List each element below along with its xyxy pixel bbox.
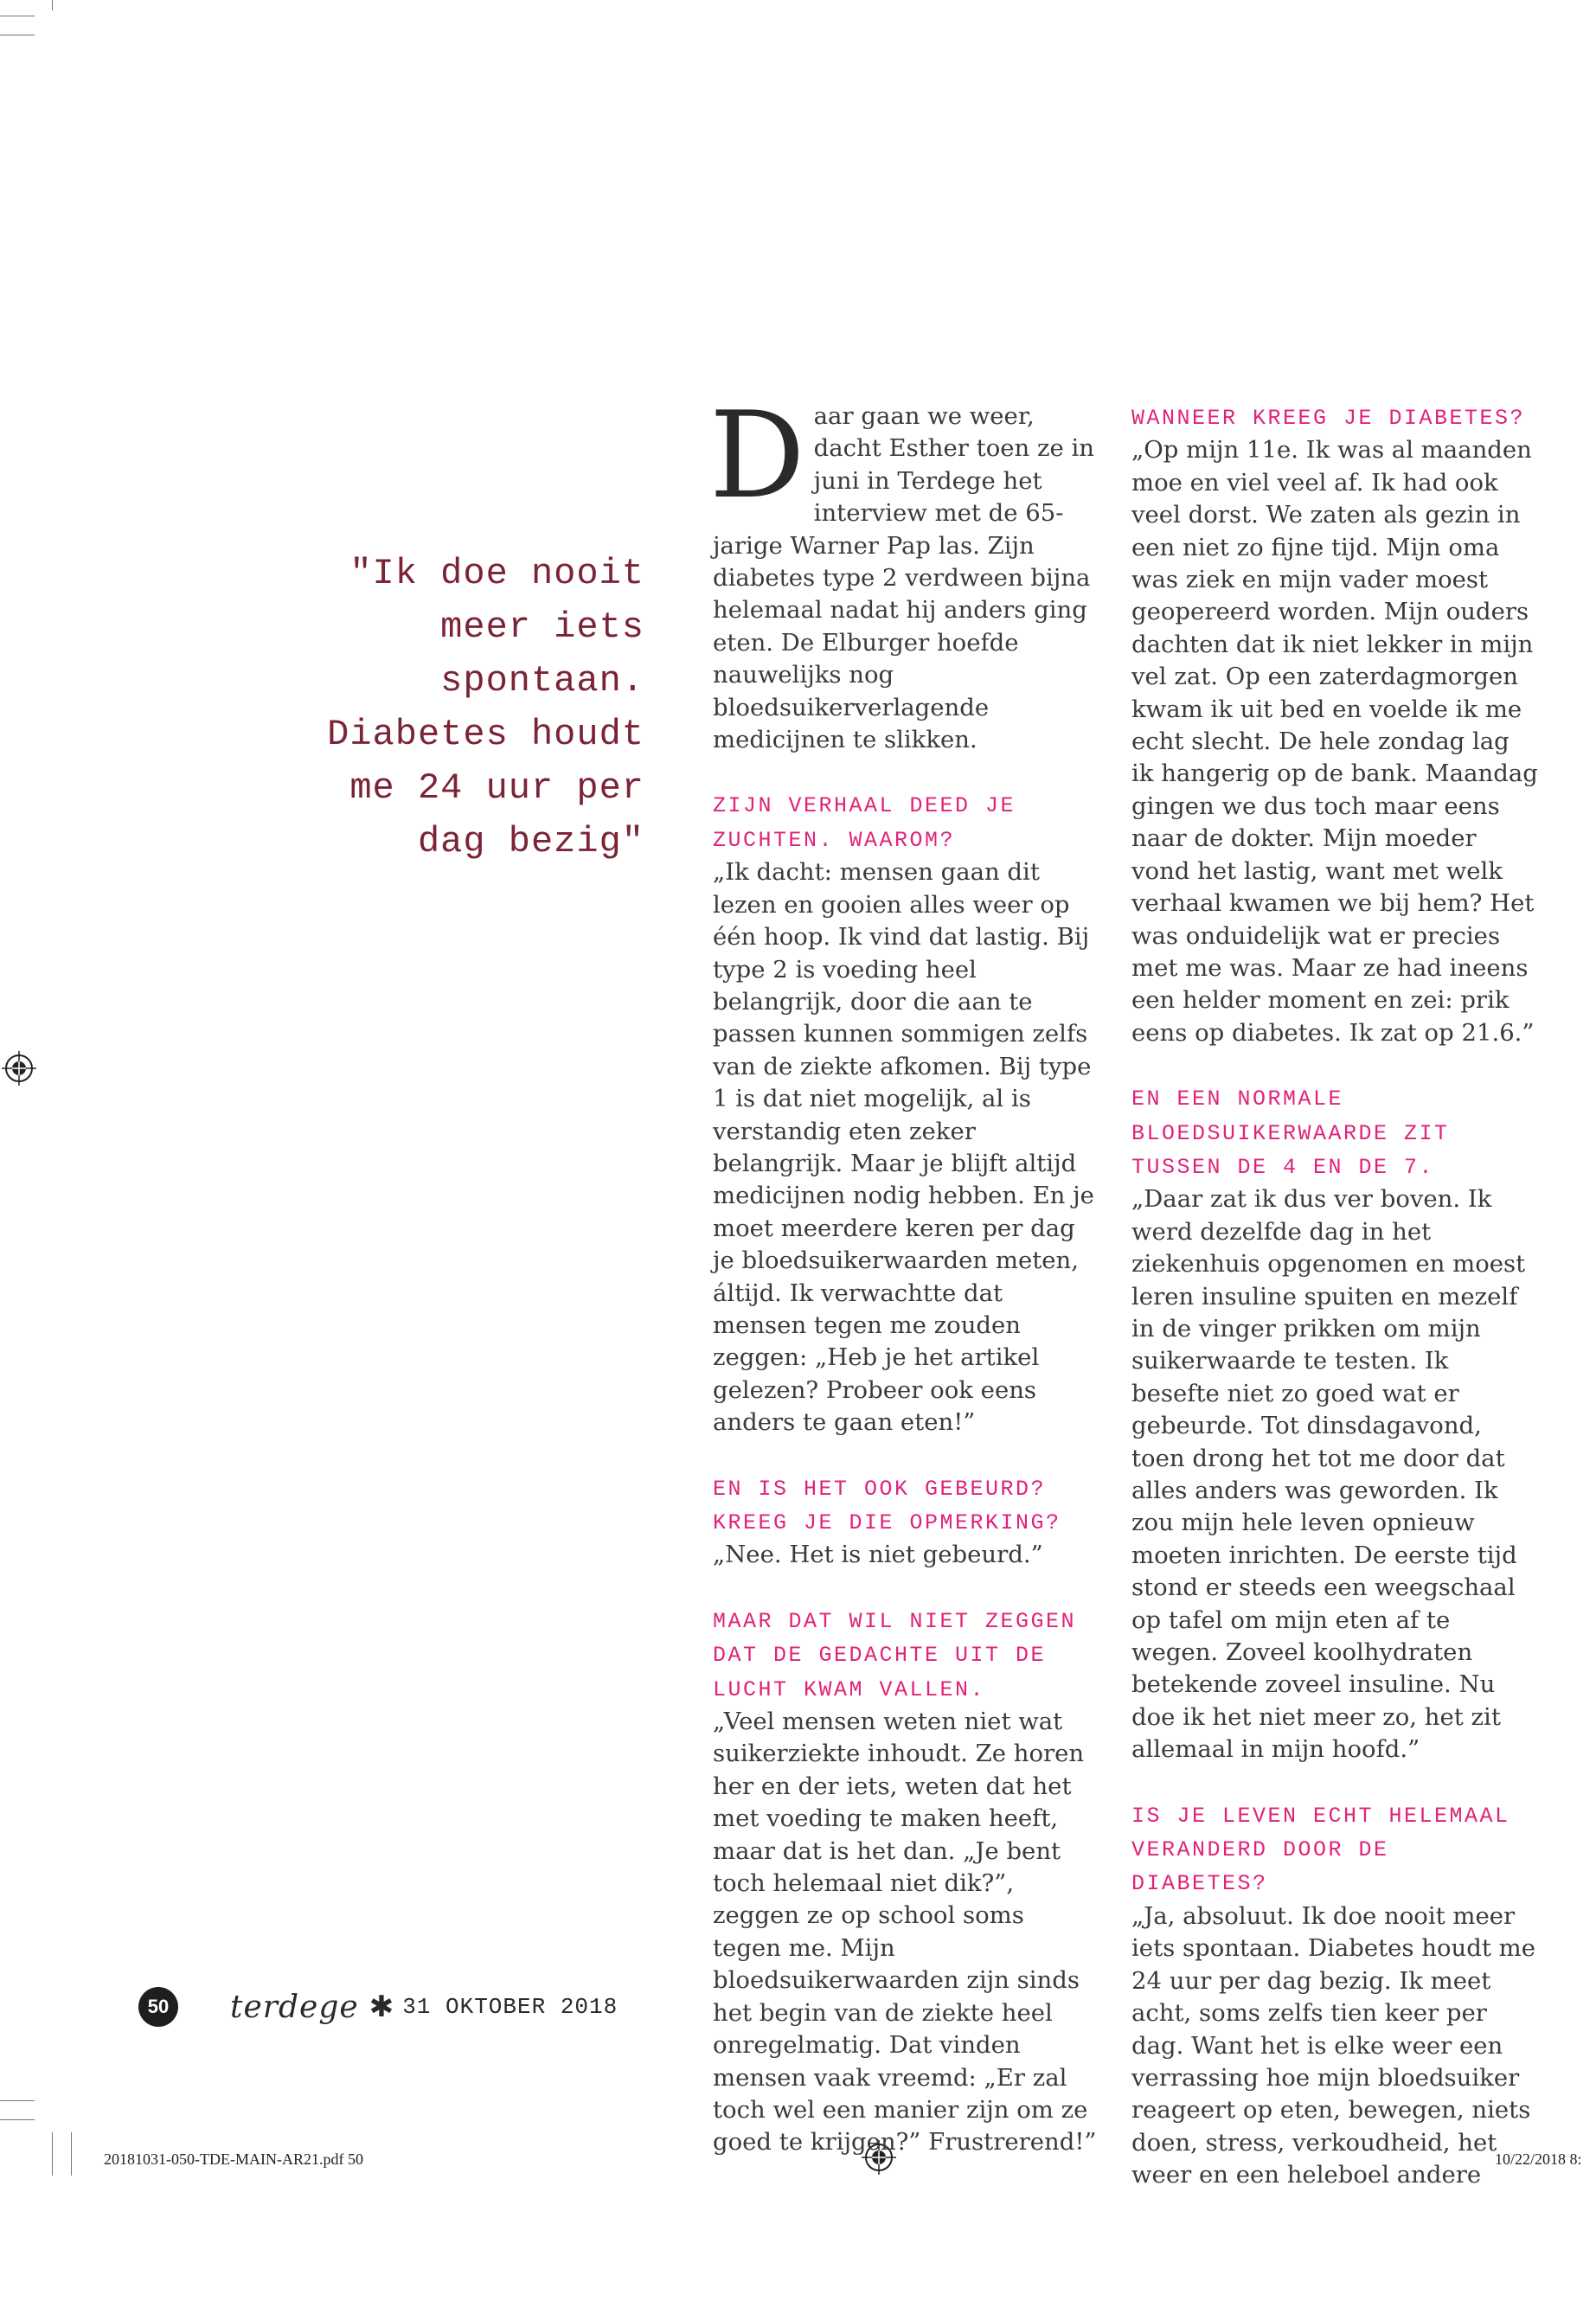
qa-block <box>713 1471 1098 1572</box>
crop-mark <box>52 0 53 10</box>
answer-text: „Daar zat ik dus ver boven. Ik werd dezelfde dag in het ziekenhuis opgenomen en moest leren insuline spuiten en mezelf in de vinger prikken om mijn suikerwaarde te testen. Ik besefte niet zo goed wat er gebeurde. Tot dinsdagavond, toen drong het tot me door dat alles anders was geworden. Ik zou mijn hele leven opnieuw moeten inrichten. De eerste tijd stond er steeds een weegschaal op tafel om mijn eten af te wegen. Zoveel koolhydraten betekende zoveel insuline. Nu doe ik het niet meer zo, het zit allemaal in mijn hoofd.” <box>1131 1185 1526 1764</box>
crop-mark <box>0 2119 35 2120</box>
issue-date: 31 OKTOBER 2018 <box>402 1994 619 2020</box>
registration-mark-icon <box>2 1051 36 1086</box>
print-slug-timestamp: 10/22/2018 8: <box>1495 2150 1582 2168</box>
qa-block <box>713 788 1098 1439</box>
page-number: 50 <box>138 1987 178 2027</box>
page-footer <box>138 1985 618 2029</box>
answer-text: „Op mijn 11e. Ik was al maanden moe en viel veel af. Ik had ook veel dorst. We zaten als gezin in een niet zo fijne tijd. Mijn oma was ziek en mijn vader moest geopereerd worden. Mijn ouders dachten dat ik niet lekker in mijn vel zat. Op een zaterdagmorgen kwam ik uit bed en voelde ik me echt slecht. De hele zondag lag ik hangerig op de bank. Maandag gingen we dus toch maar eens naar de dokter. Mijn moeder vond het lastig, want met welk verhaal kwamen we bij hem? Het was onduidelijk wat er precies met me was. Maar ze had ineens een helder moment en zei: prik eens op diabetes. Ik zat op 21.6.” <box>1131 436 1538 1047</box>
article-column-1 <box>709 386 1098 2159</box>
magazine-logo: terdege <box>230 1989 359 2025</box>
print-slug-filename: 20181031-050-TDE-MAIN-AR21.pdf 50 <box>104 2150 363 2168</box>
crop-mark <box>71 2132 72 2176</box>
question-heading: EN EEN NORMALE BLOEDSUIKERWAARDE ZIT TUSSEN DE 4 EN DE 7. <box>1131 1086 1450 1180</box>
article-column-2 <box>1131 401 1538 2192</box>
question-heading: WANNEER KREEG JE DIABETES? <box>1131 406 1526 431</box>
crop-mark <box>52 2132 53 2176</box>
drop-cap: D <box>709 386 805 525</box>
qa-block <box>1131 1798 1538 2192</box>
answer-text: „Ja, absoluut. Ik doe nooit meer iets spontaan. Diabetes houdt me 24 uur per dag bezig. Ik meet acht, soms zelfs tien keer per dag. Want het is elke weer een verrassing hoe mijn bloedsuiker reageert op eten, bewegen, niets doen, stress, verkoudheid, het weer en een heleboel andere <box>1131 1901 1536 2189</box>
qa-block <box>713 1604 1098 2159</box>
pull-quote: "Ik doe nooit meer iets spontaan. Diabetes houdt me 24 uur per dag bezig" <box>327 553 644 862</box>
asterisk-icon: ✱ <box>369 1990 394 2024</box>
qa-block <box>1131 401 1538 1049</box>
answer-text: „Nee. Het is niet gebeurd.” <box>713 1541 1043 1569</box>
answer-text: „Ik dacht: mensen gaan dit lezen en gooien alles weer op één hoop. Ik vind dat lastig. Bij type 2 is voeding heel belangrijk, door die aan te passen kunnen sommigen zelfs van de ziekte afkomen. Bij type 1 is dat niet mogelijk, al is verstandig eten zeker belangrijk. Maar je blijft altijd medicijnen nodig hebben. En je moet meerdere keren per dag je bloedsuikerwaarden meten, áltijd. Ik verwachtte dat mensen tegen me zouden zeggen: „Heb je het artikel gelezen? Probeer ook eens anders te gaan eten!” <box>713 858 1094 1437</box>
question-heading: MAAR DAT WIL NIET ZEGGEN DAT DE GEDACHTE UIT DE LUCHT KWAM VALLEN. <box>713 1608 1077 1702</box>
question-heading: EN IS HET OOK GEBEURD? KREEG JE DIE OPMERKING? <box>713 1476 1061 1535</box>
answer-text: „Veel mensen weten niet wat suikerziekte inhoudt. Ze horen her en der iets, weten dat het met voeding te maken heeft, maar dat is het dan. „Je bent toch helemaal niet dik?”, zeggen ze op school soms tegen me. Mijn bloedsuikerwaarden zijn sinds het begin van de ziekte heel onregelmatig. Dat vinden mensen vaak vreemd: „Er zal toch wel een manier zijn om ze goed te krijgen?” Frustrerend!” <box>713 1708 1097 2157</box>
qa-block <box>1131 1081 1538 1766</box>
question-heading: IS JE LEVEN ECHT HELEMAAL VERANDERD DOOR DE DIABETES? <box>1131 1803 1510 1897</box>
intro-paragraph: Daar gaan we weer, dacht Esther toen ze in juni in Terdege het interview met de 65-jarige Warner Pap las. Zijn diabetes type 2 verdween bijna helemaal nadat hij anders ging eten. De Elburger hoefde nauwelijks nog bloedsuikerverlagende medicijnen te slikken. <box>709 386 1095 754</box>
crop-mark <box>0 2100 35 2101</box>
question-heading: ZIJN VERHAAL DEED JE ZUCHTEN. WAAROM? <box>713 793 1016 853</box>
